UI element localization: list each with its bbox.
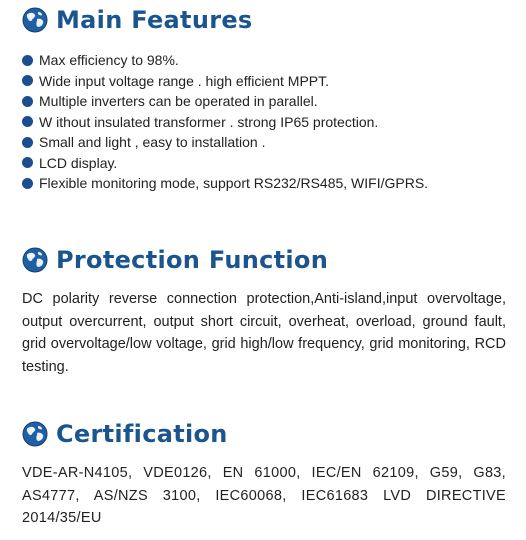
feature-text: Max efficiency to 98%. xyxy=(39,52,179,69)
certification-text: VDE-AR-N4105, VDE0126, EN 61000, IEC/EN 62109, G59, G83, AS4777, AS/NZS 3100, IEC60068, IEC61683 LVD DIRECTIVE 2014/35/EU xyxy=(22,465,506,526)
list-item xyxy=(22,71,428,92)
feature-text: W ithout insulated transformer . strong IP65 protection. xyxy=(39,113,379,130)
bullet-dot xyxy=(22,55,33,66)
list-item xyxy=(22,173,428,194)
bullet-dot xyxy=(22,178,33,189)
list-item xyxy=(22,91,428,112)
certification-heading xyxy=(22,416,228,452)
feature-text: LCD display. xyxy=(39,154,118,171)
certification-title: Certification xyxy=(56,420,228,448)
list-item xyxy=(22,132,428,153)
bullet-dot xyxy=(22,75,33,86)
protection-function-heading xyxy=(22,242,328,278)
feature-text: Small and light , easy to installation . xyxy=(39,134,266,151)
list-item xyxy=(22,112,428,133)
bullet-dot xyxy=(22,157,33,168)
feature-text: Wide input voltage range . high efficient MPPT. xyxy=(39,72,330,89)
globe-icon xyxy=(22,421,48,447)
main-features-title: Main Features xyxy=(56,6,253,34)
main-features-heading xyxy=(22,2,253,38)
globe-icon xyxy=(22,7,48,33)
protection-function-text: DC polarity reverse connection protection,Anti-island,input overvoltage, output overcurrent, output short circuit, overheat, overload, ground fault, grid overvoltage/low voltage, grid high/low frequency, grid monitoring, RCD testing. xyxy=(22,291,506,375)
list-item xyxy=(22,153,428,174)
feature-text: Multiple inverters can be operated in parallel. xyxy=(39,93,318,110)
globe-icon xyxy=(22,247,48,273)
bullet-dot xyxy=(22,96,33,107)
list-item xyxy=(22,50,428,71)
protection-function-title: Protection Function xyxy=(56,246,329,274)
bullet-dot xyxy=(22,137,33,148)
feature-text: Flexible monitoring mode, support RS232/RS485, WIFI/GPRS. xyxy=(39,175,429,192)
feature-list xyxy=(22,50,428,194)
bullet-dot xyxy=(22,116,33,127)
